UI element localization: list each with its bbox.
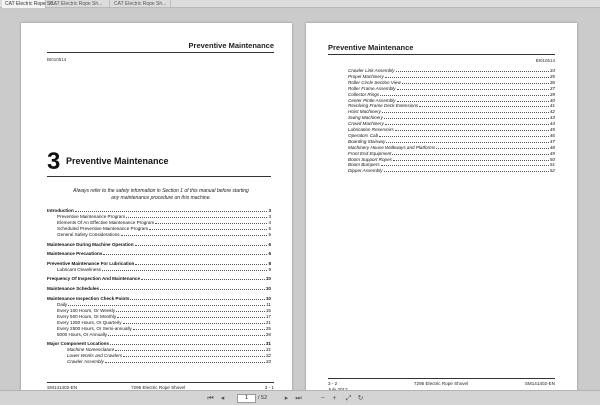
- toc-entry-page: 41: [549, 103, 555, 109]
- footer-doc-number: SM141402-EN: [47, 385, 78, 390]
- toc-entry-label: Roller Frame Assembly: [348, 85, 396, 91]
- toc-entry-label: Hoist Machinery: [348, 109, 381, 115]
- toc-leader-dots: [385, 124, 549, 125]
- toc-leader-dots: [379, 136, 549, 137]
- toc-leader-dots: [381, 165, 549, 166]
- toc-leader-dots: [102, 270, 268, 271]
- toc-entry[interactable]: [348, 168, 555, 174]
- toc-entry-label: Every 100 Hours, Or Weekly: [57, 307, 116, 313]
- toc-leader-dots: [392, 154, 548, 155]
- toc-entry-label: Machine Nomenclature: [67, 347, 115, 353]
- toc-entry-page: 10: [265, 276, 271, 282]
- footer-page-number: 3 - 1: [264, 385, 274, 390]
- toc-entry-page: 49: [549, 150, 555, 156]
- toc-leader-dots: [103, 254, 267, 255]
- toc-leader-dots: [116, 311, 265, 312]
- toc-leader-dots: [105, 362, 265, 363]
- toc-entry-page: 52: [549, 168, 555, 174]
- toc-leader-dots: [121, 235, 268, 236]
- page-3-2: [306, 23, 577, 393]
- toc-entry-label: Lubricant Cleanliness: [57, 266, 101, 272]
- toc-entry-label: Elements Of An Effective Maintenance Program: [57, 220, 155, 225]
- zoom-in-icon[interactable]: +: [332, 395, 337, 402]
- tab-document-2[interactable]: CAT Electric Rope Sh...: [47, 0, 110, 8]
- toc-entry-page: 43: [549, 115, 555, 121]
- toc-entry-page: 36: [549, 79, 555, 85]
- toc-entry-label: Crowd Machinery: [348, 121, 384, 127]
- previous-page-icon[interactable]: ◂: [220, 395, 225, 402]
- toc-entry-page: 47: [549, 138, 555, 144]
- toc-entry-page: 10: [265, 295, 271, 301]
- toc-entry-page: 8: [268, 260, 271, 266]
- document-viewer[interactable]: [0, 9, 600, 390]
- toc-entry-page: 25: [265, 325, 271, 331]
- toc-entry-page: 3: [268, 214, 271, 219]
- toc-entry-label: Machinery House Walkways and Platforms: [348, 144, 436, 150]
- toc-entry-label: Every 2500 Hours, Or Semi-annually: [57, 325, 132, 331]
- toc-entry-page: 4: [268, 220, 271, 225]
- toc-entry-page: 3: [268, 208, 271, 213]
- toc-entry-label: Roller Circle Section View: [348, 79, 401, 85]
- toc-entry-page: 42: [549, 109, 555, 115]
- toc-leader-dots: [135, 245, 268, 246]
- toc-entry-page: 35: [549, 73, 555, 79]
- toc-leader-dots: [384, 118, 549, 119]
- toc-entry-page: 28: [265, 331, 271, 337]
- toc-entry-label: Introduction: [47, 208, 74, 213]
- toc-entry[interactable]: [47, 232, 271, 238]
- toc-entry-page: 5: [268, 232, 271, 237]
- toc-entry-page: 44: [549, 121, 555, 127]
- toc-entry-page: 31: [265, 347, 271, 353]
- toc-entry-page: 10: [265, 286, 271, 291]
- toc-entry[interactable]: [47, 267, 271, 273]
- tab-document-1[interactable]: CAT Electric Rope Sh...: [2, 0, 46, 8]
- safety-notice: Always refer to the safety information in Section 1 of this manual before starting any maintenance procedure on this machine.: [73, 188, 249, 201]
- first-page-icon[interactable]: ⏮: [207, 395, 214, 402]
- footer-page-number: 3 - 2: [328, 381, 338, 386]
- toc-leader-dots: [396, 71, 549, 72]
- toc-leader-dots: [419, 106, 549, 107]
- chapter-number: 3: [47, 148, 61, 175]
- toc-entry-page: 9: [268, 266, 271, 272]
- page-number-input[interactable]: 1: [237, 394, 256, 403]
- toc-entry-label: Maintenance Schedules: [47, 286, 100, 291]
- header-rule: [328, 54, 555, 55]
- toc-entry-label: Dipper Assembly: [348, 168, 383, 174]
- toc-entry[interactable]: [47, 242, 271, 248]
- tab-document-3[interactable]: CAT Electric Rope Sh...: [111, 0, 171, 8]
- toc-leader-dots: [133, 329, 265, 330]
- toc-entry-label: Boom Support Ropes: [348, 156, 392, 162]
- toc-entry-page: 32: [265, 353, 271, 359]
- toc-leader-dots: [149, 229, 267, 230]
- fit-page-icon[interactable]: ⤢: [345, 395, 352, 402]
- toc-entry-label: Collector Rings: [348, 91, 380, 97]
- toc-entry-label: Front End Equipment: [348, 150, 392, 156]
- toc-entry-page: 39: [549, 91, 555, 97]
- page-3-1: [21, 23, 292, 393]
- rotate-icon[interactable]: ↻: [357, 395, 364, 402]
- toc-entry-label: Boom Bumpers: [348, 162, 380, 168]
- toc-entry-page: 45: [549, 127, 555, 132]
- toc-entry-page: 48: [549, 144, 555, 150]
- toc-entry-label: Maintenance During Machine Operation: [47, 241, 134, 247]
- viewer-toolbar: [0, 390, 600, 405]
- toc-entry-label: 5000 Hours, Or Annually: [57, 331, 108, 337]
- toc-leader-dots: [123, 356, 265, 357]
- footer-product: 7295 Electric Rope Shovel: [414, 381, 469, 386]
- toc-entry-label: Scheduled Preventive Maintenance Program: [57, 226, 149, 231]
- toc-leader-dots: [380, 95, 549, 96]
- toc-entry-label: Crawler Link Assembly: [348, 68, 395, 73]
- header-rule: [47, 52, 274, 53]
- table-of-contents-continued: [348, 68, 555, 178]
- toc-leader-dots: [141, 279, 265, 280]
- toc-entry-page: 46: [549, 132, 555, 138]
- toc-entry-label: Every 1250 Hours, Or Quarterly: [57, 319, 122, 325]
- toc-entry-page: 11: [266, 301, 271, 307]
- toc-entry-page: 40: [549, 97, 555, 103]
- toc-entry-label: Boarding Stairway: [348, 138, 386, 144]
- toc-entry-page: 6: [268, 241, 271, 247]
- toc-leader-dots: [385, 77, 549, 78]
- toc-entry-label: Lower Works and Crawlers: [67, 353, 123, 359]
- toc-leader-dots: [117, 317, 265, 318]
- toc-entry-page: 37: [549, 85, 555, 91]
- toc-entry-label: Maintenance Precautions: [47, 251, 103, 257]
- toc-leader-dots: [386, 142, 549, 143]
- toc-entry-page: 17: [265, 313, 271, 319]
- chapter-title: Preventive Maintenance: [66, 156, 169, 166]
- toc-entry-page: 33: [265, 359, 271, 365]
- toc-leader-dots: [397, 101, 549, 102]
- toc-entry-page: 6: [268, 251, 271, 257]
- page-header-title: Preventive Maintenance: [328, 43, 414, 52]
- toc-entry-page: 31: [265, 341, 271, 347]
- toc-entry-label: Maintenance Inspection Check Points: [47, 295, 130, 301]
- toc-entry-label: General Safety Considerations: [57, 232, 120, 237]
- toc-entry-label: Operators Cab: [348, 132, 379, 138]
- toc-leader-dots: [155, 223, 267, 224]
- next-page-icon[interactable]: ▸: [284, 395, 289, 402]
- toc-entry-label: Frequency Of Inspection And Maintenance: [47, 276, 140, 282]
- toc-leader-dots: [68, 305, 265, 306]
- toc-leader-dots: [393, 160, 549, 161]
- toc-leader-dots: [382, 112, 549, 113]
- footer-product: 7295 Electric Rope Shovel: [131, 385, 186, 390]
- toc-entry-page: 21: [265, 319, 271, 325]
- toc-entry-page: 34: [549, 68, 555, 73]
- toc-leader-dots: [402, 83, 549, 84]
- footer-rule: [328, 378, 555, 379]
- toc-leader-dots: [110, 344, 265, 345]
- toc-entry-page: 15: [265, 307, 271, 313]
- toc-entry[interactable]: [47, 332, 271, 338]
- toc-entry[interactable]: [47, 359, 271, 365]
- toc-entry-label: Revolving Frame Deck Extensions: [348, 103, 419, 109]
- table-of-contents: [47, 208, 271, 378]
- toc-entry-label: Daily: [57, 301, 68, 307]
- toc-leader-dots: [100, 289, 265, 290]
- toc-entry-page: 50: [549, 156, 555, 162]
- page-header-title: Preventive Maintenance: [188, 41, 274, 50]
- toc-leader-dots: [436, 148, 549, 149]
- last-page-icon[interactable]: ⏭: [295, 395, 302, 402]
- document-code: BI010514: [535, 58, 555, 63]
- toc-entry[interactable]: [47, 251, 271, 257]
- toc-entry-label: Every 500 Hours, Or Monthly: [57, 313, 117, 319]
- toc-entry[interactable]: [47, 286, 271, 292]
- toc-entry-label: Lubrication Reservoirs: [348, 127, 394, 132]
- toc-leader-dots: [384, 171, 549, 172]
- toc-leader-dots: [108, 335, 265, 336]
- toc-entry-page: 51: [549, 162, 555, 168]
- footer-rule: [47, 382, 274, 383]
- tab-bar: [0, 0, 600, 8]
- toc-entry-page: 5: [268, 226, 271, 231]
- toc-entry-label: Swing Machinery: [348, 115, 383, 121]
- toc-entry[interactable]: [47, 276, 271, 282]
- footer-doc-number: SM141402-EN: [524, 381, 555, 386]
- toc-leader-dots: [126, 217, 267, 218]
- toc-leader-dots: [395, 130, 549, 131]
- toc-entry-label: Crawler Assembly: [67, 359, 104, 365]
- toc-leader-dots: [130, 299, 264, 300]
- zoom-out-icon[interactable]: −: [320, 395, 325, 402]
- chapter-rule: [47, 176, 271, 177]
- toc-leader-dots: [397, 89, 549, 90]
- toc-leader-dots: [115, 350, 265, 351]
- document-code: BI010514: [47, 57, 67, 62]
- toc-entry-label: Center Pintle Assembly: [348, 97, 396, 103]
- toc-leader-dots: [75, 211, 268, 212]
- toc-entry-label: Propel Machinery: [348, 73, 384, 79]
- page-total: / 52: [258, 395, 268, 401]
- toc-leader-dots: [123, 323, 265, 324]
- toc-leader-dots: [135, 264, 267, 265]
- toc-entry-label: Preventive Maintenance Program: [57, 214, 126, 219]
- toc-entry-label: Preventive Maintenance For Lubrication: [47, 260, 135, 266]
- toc-entry-label: Major Component Locations: [47, 341, 110, 347]
